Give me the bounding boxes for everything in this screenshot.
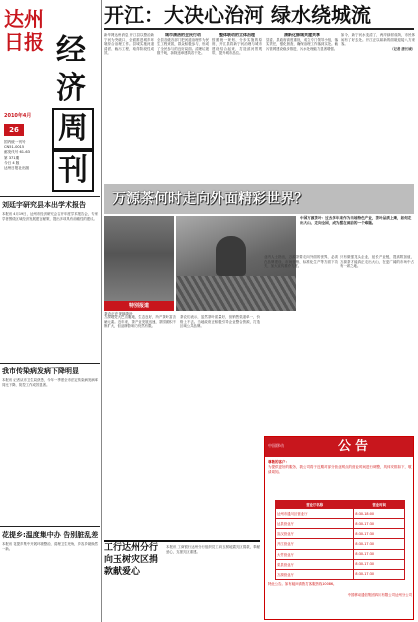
tea-column-4: [340, 255, 414, 435]
supplement-title: [52, 32, 96, 188]
tea-headline: 万源茶何时走向外面精彩世界？: [112, 191, 308, 207]
notice-logo: 中国移动: [268, 443, 284, 448]
notice-table: [275, 500, 405, 580]
left-story-3-text: 本报讯 花提乡集中开展环境整治，清理卫生死角，乡容乡貌焕然一新。: [2, 542, 98, 551]
tea-col4-text: 只有做强龙头企业，延长产业链，提高附加值，万源茶才能真正走出大山，在更广阔的市场中占有一席之地。: [340, 255, 414, 269]
table-cell: 达州市通川区营业厅: [276, 509, 354, 519]
table-cell: 8:30-17:30: [354, 519, 405, 529]
left-story-2-text: 本报讯 记者从市卫生局获悉，今年一季度全市法定传染病发病率同比下降，防控工作成效显著。: [2, 378, 98, 387]
info-line: 达州日报社出版: [4, 166, 30, 171]
table-cell: 8:30-17:30: [354, 549, 405, 559]
bank-headline: 工行达州分行向玉树灾区捐款献爱心: [104, 543, 159, 577]
notice-body-text: 为提供更好的服务，我公司将于近期对部分营业网点的营业时间进行调整，具体安排如下，敬请周知。: [268, 464, 412, 474]
lead-column-3: [212, 33, 262, 183]
info-line: 国内统一刊号: [4, 140, 26, 144]
notice-lead-label: 尊敬的客户：: [268, 460, 289, 464]
left-story-3-title: 花提乡:温度集中办 告别脏乱差: [2, 531, 98, 539]
notice-foot-text: 特此公告。如有疑问请拨打客服热线10086。: [268, 582, 337, 586]
logo-line-2: 日报: [4, 30, 44, 54]
left-divider: [0, 526, 100, 527]
table-cell: 8:30-17:30: [354, 539, 405, 549]
table-cell: 8:30-17:30: [354, 529, 405, 539]
table-header: 营业时间: [354, 501, 405, 509]
info-line: 邮发代号 61-63: [4, 150, 30, 155]
notice-title: 公告: [337, 439, 372, 454]
lead-col1-text: 新华网达州消息 开江县以整治新宁河为突破口，全面推进城乡环境综合治理工作。县城实施河道清淤、截污工程，取得阶段性成效。: [104, 33, 154, 56]
lead-col5-text: 如今，新宁河水变清了，两岸绿树成荫，市民休闲有了好去处。开江正以崭新的面貌迎接八方来客。: [341, 33, 415, 47]
lead-column-1: [104, 33, 154, 183]
farmer-figure: [216, 236, 246, 276]
left-story-1-text: 本报讯 4月19日，达州市经济研究会召开年度学术报告会，专家学者围绕区域经济发展建言献策，提出多项具有前瞻性的建议。: [2, 212, 98, 221]
column-divider: [101, 0, 102, 622]
table-cell: 宣汉营业厅: [276, 529, 354, 539]
lead-byline: （记者 唐长城）: [390, 46, 415, 51]
table-row: [276, 559, 405, 569]
title-char-2: 济: [56, 71, 86, 106]
table-cell: 渠县营业厅: [276, 559, 354, 569]
table-row: [276, 539, 405, 549]
issue-date: 2010年4月: [4, 113, 32, 119]
table-cell: 开江营业厅: [276, 539, 354, 549]
tea-column-3: [264, 255, 338, 435]
left-stories: [0, 198, 100, 622]
table-cell: 8:30-17:30: [354, 559, 405, 569]
lead-col3-text: 按照统一规划、分步实施的原则，开江县将新宁河治理与城市建设结合起来，打造滨河景观带，提升城市品位。: [212, 37, 262, 56]
table-cell: 8:30-18:00: [354, 509, 405, 519]
lead-column-4: [266, 33, 338, 183]
title-char-4: 刊: [52, 150, 94, 192]
tea-intro: 中国万源茶叶：过去多年来作为当地特色产业，茶叶品质上乘，如何走出大山、走向全国，成为摆在面前的一个难题。: [300, 216, 412, 225]
tea-photo-small: [104, 216, 174, 311]
lead-subhead-3: 清新化绿城共建共享: [284, 33, 320, 37]
info-line: 第 371期: [4, 155, 20, 160]
photo-caption-badge: 特别报道: [104, 301, 174, 311]
title-char-1: 经: [56, 33, 86, 68]
left-divider: [0, 363, 100, 364]
lead-subhead-2: 整体联动的立体治理: [219, 33, 255, 37]
newspaper-logo: [4, 8, 54, 104]
left-story-1-title: 刘廷宇研究县本出学术报告: [2, 201, 86, 209]
table-cell: 万源营业厅: [276, 569, 354, 579]
notice-signature: 中国移动通信集团四川有限公司达州分公司: [347, 592, 412, 597]
notice-footer: [268, 582, 412, 618]
lead-headline: 开江：大决心治河 绿水绕城流: [104, 3, 371, 27]
table-cell: 达县营业厅: [276, 519, 354, 529]
table-row: [276, 569, 405, 579]
bank-text: 本报讯 工商银行达州分行组织员工向玉树地震灾区捐款，奉献爱心，支援灾区重建。: [166, 545, 260, 554]
info-line: CN51-0015: [4, 145, 25, 150]
logo-line-1: 达州: [4, 7, 44, 31]
tea-photo-label: 茶农正在采摘茶叶: [104, 312, 133, 316]
table-header: 营业厅名称: [276, 501, 354, 509]
table-row: [276, 519, 405, 529]
masthead-divider: [0, 196, 100, 197]
lead-headline-rule: [104, 28, 414, 30]
tea-col3-text: 业内人士指出，万源茶要走向外面的世界，必须在品牌建设、市场营销、标准化生产等方面下功夫，加大宣传推介力度。: [264, 255, 338, 269]
table-row: [276, 509, 405, 519]
table-row: [276, 529, 405, 539]
table-row: [276, 549, 405, 559]
issue-day: 26: [4, 124, 24, 136]
lead-column-5: [341, 33, 415, 183]
left-story-2-title: 我市传染病发病下降明显: [2, 367, 79, 375]
tea-col2-text: 茶农们表示，虽然茶叶质量好，但销售渠道单一，价格上不去。当地政府正积极引导企业整合资源，打造区域公共品牌。: [180, 315, 260, 329]
table-cell: 大竹营业厅: [276, 549, 354, 559]
tea-col1-text: 万源地处大巴山腹地，生态良好，所产茶叶富含硒元素。近年来，茶产业发展迅速，茶园面积不断扩大，但品牌影响力仍然有限。: [104, 315, 176, 329]
title-char-3: 周: [52, 108, 94, 150]
lead-column-2: [157, 33, 209, 183]
table-cell: 8:30-17:30: [354, 569, 405, 579]
masthead-info: [4, 140, 50, 192]
lead-subhead-1: 城市清洁的全民行动: [165, 33, 201, 37]
notice-body: [268, 460, 412, 500]
lead-col2-text: 全县各级各部门把河道治理作为民生工程来抓，群众积极参与，形成了全民参与的良好局面。清理垃圾数千吨，拆除违章建筑若干处。: [157, 37, 209, 56]
lead-col4-text: 县委、县政府高度重视，成立专门领导小组，落实责任，强化督查，确保治理工作落到实处。截污管网建设稳步推进，污水处理能力显著增强。: [266, 37, 338, 51]
info-line: 今日 4 版: [4, 160, 20, 165]
